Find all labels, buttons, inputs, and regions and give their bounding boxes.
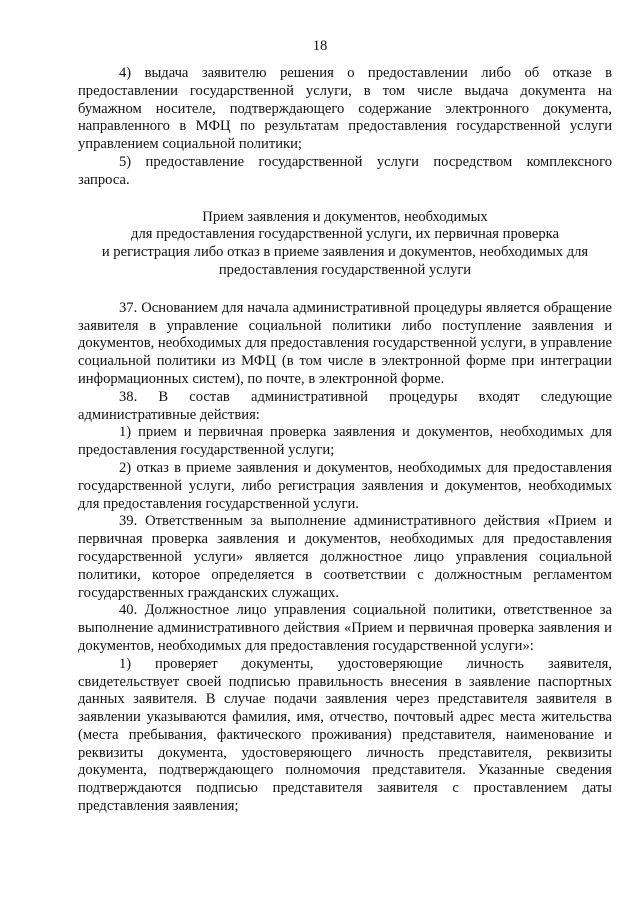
paragraph-item-5: 5) предоставление государственной услуги посредством комплексного запроса. (78, 153, 612, 188)
paragraph-40-item-1: 1) проверяет документы, удостоверяющие личность заявителя, свидетельствует своей подписью правильность внесения в заявление паспортных данных заявителя. В случае подачи заявления через представителя заявителя в заявлении указываются фамилия, имя, отчество, почтовый адрес места жительства (места пребывания, фактического проживания) представителя, наименование и реквизиты документа, удостоверяющего личность представителя, реквизиты документа, подтверждающего полномочия представителя. Указанные сведения подтверждаются подписью представителя заявителя с проставлением даты представления заявления; (78, 655, 612, 815)
paragraph-38: 38. В состав административной процедуры входят следующие административные действия: (78, 388, 612, 423)
section-heading-line: предоставления государственной услуги (218, 261, 472, 278)
page-number: 18 (312, 38, 328, 54)
paragraph-37: 37. Основанием для начала административной процедуры является обращение заявителя в управление социальной политики либо поступление заявления и документов, необходимых для предоставления государственной услуги, в управление социальной политики из МФЦ (в том числе в электронной форме при интеграции информационных систем), по почте, в электронной форме. (78, 299, 612, 387)
paragraph-item-4: 4) выдача заявителю решения о предоставлении либо об отказе в предоставлении государственной услуги, в том числе выдача документа на бумажном носителе, подтверждающего содержание электронного документа, направленного в МФЦ по результатам предоставления государственной услуги управлением социальной политики; (78, 65, 612, 153)
paragraph-40: 40. Должностное лицо управления социальной политики, ответственное за выполнение административного действия «Прием и первичная проверка заявления и документов, необходимых для предоставления государственной услуги»: (78, 602, 612, 654)
section-heading-line: для предоставления государственной услуги, их первичная проверка (131, 226, 559, 243)
section-heading-line: Прием заявления и документов, необходимых (202, 208, 488, 225)
paragraph-38-item-2: 2) отказ в приеме заявления и документов, необходимых для предоставления государственной услуги, либо регистрация заявления и документов, необходимых для предоставления государственной услуги. (78, 459, 612, 512)
paragraph-39: 39. Ответственным за выполнение административного действия «Прием и первичная проверка заявления и документов, необходимых для предоставления государственной услуги» является должностное лицо управления социальной политики, которое определяется в соответствии с должностным регламентом государственных гражданских служащих. (78, 513, 612, 601)
section-heading-line: и регистрация либо отказ в приеме заявления и документов, необходимых для (101, 244, 589, 261)
paragraph-38-item-1: 1) прием и первичная проверка заявления и документов, необходимых для предоставления государственной услуги; (78, 424, 612, 459)
section-heading (78, 209, 612, 280)
document-body (78, 65, 612, 816)
